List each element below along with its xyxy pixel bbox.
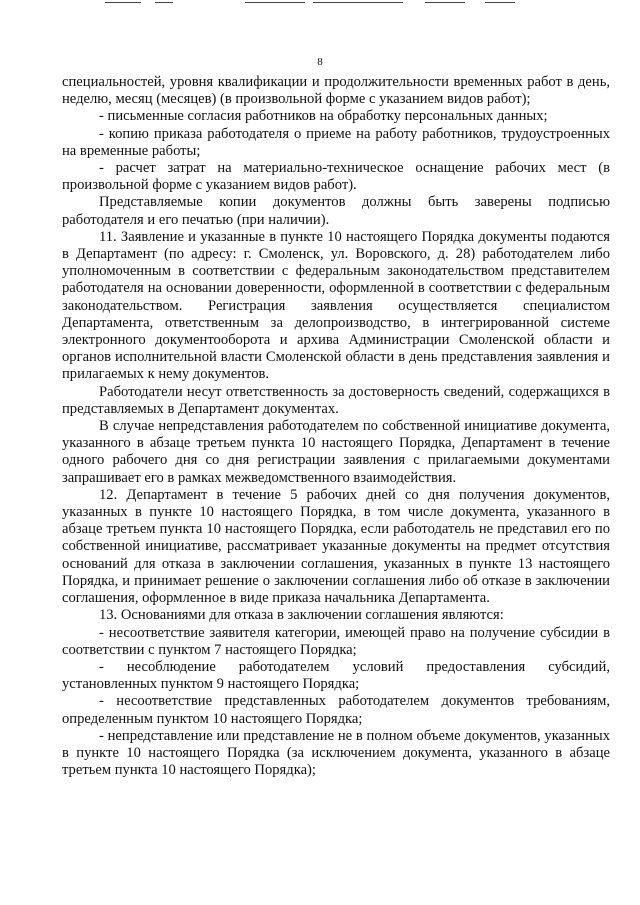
header-scan-lines xyxy=(95,2,545,8)
paragraph: В случае непредставления работодателем по собственной инициативе документа, указанного в абзаце третьем пункта 10 настоящего Порядка, Департамент в течение одного рабочего дня со дня регистрации заявления с прилагаемыми документами запрашивает его в рамках межведомственного взаимодействия. xyxy=(62,418,610,486)
paragraph: Работодатели несут ответственность за достоверность сведений, содержащихся в представляемых в Департамент документах. xyxy=(62,383,610,417)
paragraph: - письменные согласия работников на обработку персональных данных; xyxy=(99,108,548,125)
paragraph: - несоблюдение работодателем условий предоставления субсидий, установленных пунктом 9 настоящего Порядка; xyxy=(62,658,610,693)
paragraph: - несоответствие представленных работодателем документов требованиям, определенным пунктом 10 настоящего Порядка; xyxy=(62,693,610,727)
paragraph: специальностей, уровня квалификации и продолжительности временных работ в день, неделю, месяц (месяцев) (в произвольной форме с указанием видов работ); xyxy=(62,74,610,108)
paragraph: - копию приказа работодателя о приеме на работу работников, трудоустроенных на временные работы; xyxy=(62,125,610,159)
paragraph: - расчет затрат на материально-техническое оснащение рабочих мест (в произвольной форме с указанием видов работ). xyxy=(62,160,610,194)
paragraph: - непредставление или представление не в полном объеме документов, указанных в пункте 10 настоящего Порядка (за исключением документа, указанного в абзаце третьем пункта 10 настоящего Порядка); xyxy=(62,727,610,779)
document-body xyxy=(62,74,610,779)
paragraph: 12. Департамент в течение 5 рабочих дней со дня получения документов, указанных в пункте 10 настоящего Порядка, в том числе документа, указанного в абзаце третьем пункта 10 настоящего Порядка, если работодатель не представил его по собственной инициативе, рассматривает указанные документы на предмет отсутствия оснований для отказа в заключении соглашения, указанных в пункте 13 настоящего Порядка, и принимает решение о заключении соглашения либо об отказе в заключении соглашения, оформленное в виде приказа начальника Департамента. xyxy=(62,486,610,607)
page-number: 8 xyxy=(317,56,323,68)
paragraph: 11. Заявление и указанные в пункте 10 настоящего Порядка документы подаются в Департамент (по адресу: г. Смоленск, ул. Воровского, д. 28) работодателем либо уполномоченным в соответствии с федеральным законодательством представителем работодателя на основании доверенности, оформленной в соответствии с федеральным законодательством. Регистрация заявления осуществляется специалистом Департамента, ответственным за делопроизводство, в интегрированной системе электронного документооборота и архива Администрации Смоленской области и органов исполнительной власти Смоленской области в день представления заявления и прилагаемых к нему документов. xyxy=(62,228,610,383)
paragraph: Представляемые копии документов должны быть заверены подписью работодателя и его печатью (при наличии). xyxy=(62,194,610,228)
paragraph: - несоответствие заявителя категории, имеющей право на получение субсидии в соответствии с пунктом 7 настоящего Порядка; xyxy=(62,624,610,658)
paragraph: 13. Основаниями для отказа в заключении соглашения являются: xyxy=(99,607,504,624)
